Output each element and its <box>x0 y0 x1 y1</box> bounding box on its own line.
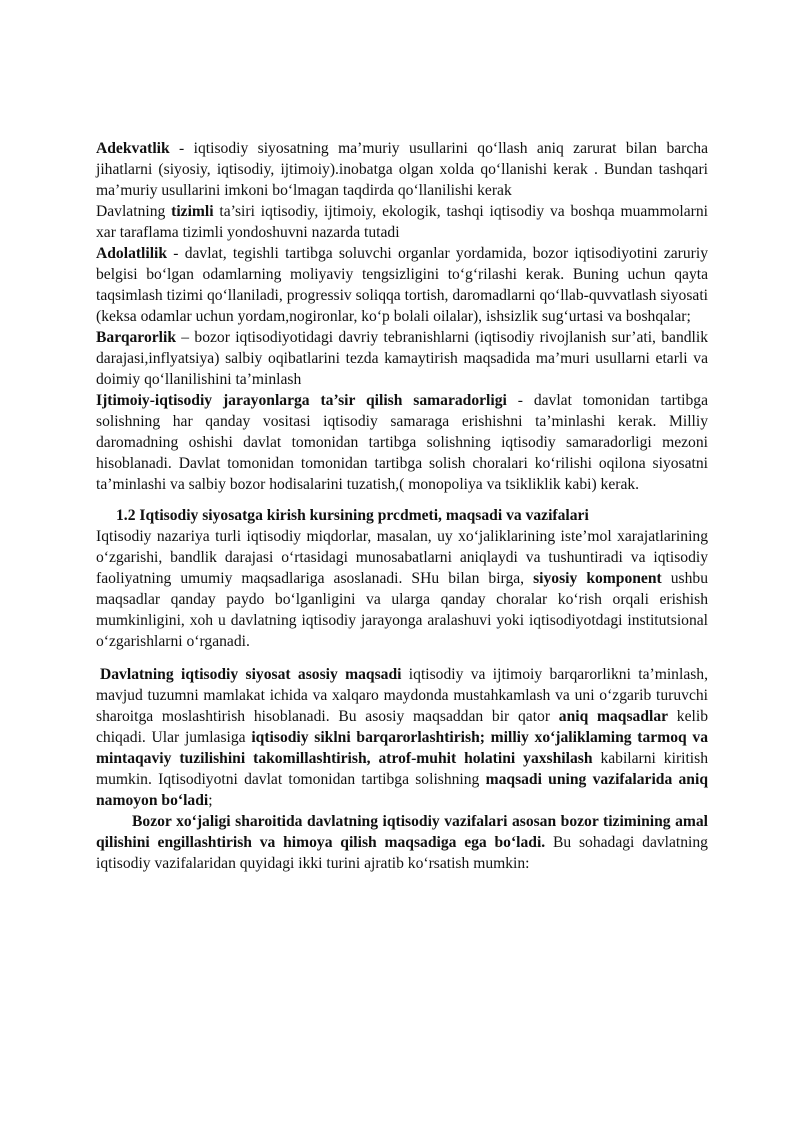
paragraph-text: – bozor iqtisodiyotidagi davriy tebranishlarni (iqtisodiy rivojlanish sur’ati, bandlik darajasi,inflyatsiya) salbiy oqibatlarini tezda kamaytirish maqsadida ma’muri usullarni etarli va doimiy qo‘llanilishini ta’minlash <box>96 329 708 388</box>
paragraph-text: - iqtisodiy siyosatning ma’muriy usullarini qo‘llash aniq zarurat bilan barcha jihatlarni (siyosiy, iqtisodiy, ijtimoiy).inobatga olgan xolda qo‘llanishi kerak . Bundan tashqari ma’muriy usullarini imkoni bo‘lmagan taqdirda qo‘llanilishi kerak <box>96 140 708 199</box>
term-samaradorlik: Ijtimoiy-iqtisodiy jarayonlarga ta’sir qilish samaradorligi <box>96 392 507 409</box>
paragraph-text: ; <box>208 792 213 809</box>
term-adekvatlik: Adekvatlik <box>96 140 170 157</box>
term-vazifalar: maqsadi uning vazifalarida aniq namoyon bo‘ladi <box>96 771 708 809</box>
paragraph-text: ta’siri iqtisodiy, ijtimoiy, ekologik, tashqi iqtisodiy va boshqa muammolarni xar taraflama tizimli yondoshuvni nazarda tutadi <box>96 203 708 241</box>
paragraph-text: Bu sohadagi davlatning iqtisodiy vazifalaridan quyidagi ikki turini ajratib ko‘rsatish mumkin: <box>96 834 708 872</box>
section-heading: 1.2 Iqtisodiy siyosatga kirish kursining prcdmeti, maqsadi va vazifalari <box>116 507 589 524</box>
term-tizimli: tizimli <box>171 203 214 220</box>
term-aniq-maqsadlar: aniq maqsadlar <box>558 708 669 725</box>
term-asosiy-maqsad: Davlatning iqtisodiy siyosat asosiy maqsadi <box>100 666 402 683</box>
paragraph-text: - davlat, tegishli tartibga soluvchi organlar yordamida, bozor iqtisodiyotini zaruriy belgisi bo‘lgan odamlarning moliyaviy tengsizligini to‘g‘rilashi kerak. Buning uchun qayta taqsimlash tizimi qo‘llaniladi, progressiv soliqqa tortish, daromadlarni qo‘llab-quvvatlash siyosati (keksa odamlar uchun yordam,nogironlar, ko‘p bolali oilalar), ishsizlik sug‘urtasi va boshqalar; <box>96 245 708 325</box>
paragraph-text: kelib chiqadi. Ular jumlasiga <box>96 708 708 746</box>
paragraph-samaradorlik <box>96 390 708 495</box>
term-iqtisodiy-sikl: iqtisodiy siklni barqarorlashtirish; milliy xo‘jaliklaming tarmoq va mintaqaviy tuzilishini takomillashtirish, atrof-muhit holatini yaxshilash <box>96 729 708 767</box>
paragraph-bozor-xojaligi <box>96 811 708 874</box>
paragraph-text: Iqtisodiy nazariya turli iqtisodiy miqdorlar, masalan, uy xo‘jaliklarining iste’mol xarajatlarining o‘zgarishi, bandlik darajasi o‘rtasidagi munosabatlarni aniqlaydi va tushuntiradi va iqtisodiy faoliyatning umumiy maqsadlariga asoslanadi. SHu bilan birga, <box>96 528 708 587</box>
paragraph-text: kabilarni kiritish mumkin. Iqtisodiyotni davlat tomonidan tartibga solishning <box>96 750 708 788</box>
paragraph-asosiy-maqsad <box>96 664 708 811</box>
term-adolatlilik: Adolatlilik <box>96 245 168 262</box>
term-bozor-xojaligi: Bozor xo‘jaligi sharoitida davlatning iqtisodiy vazifalari asosan bozor tizimining amal qilishini engillashtirish va himoya qilish maqsadiga ega bo‘ladi. <box>96 813 708 851</box>
paragraph-text: iqtisodiy va ijtimoiy barqarorlikni ta’minlash, mavjud tuzumni mamlakat ichida va xalqaro maydonda mustahkamlash va uni o‘zgarib turuvchi sharoitga moslashtirish hisoblanadi. Bu asosiy maqsaddan bir qator <box>96 666 708 725</box>
document-body <box>96 138 708 874</box>
paragraph-tizimli <box>96 201 708 243</box>
term-barqarorlik: Barqarorlik <box>96 329 177 346</box>
paragraph-text: - davlat tomonidan tartibga solishning har qanday vositasi iqtisodiy samaraga erishishni ta’minlashi kerak. Milliy daromadning oshishi davlat tomonidan tartibga solishning iqtisodiy samaradorligi mezoni hisoblanadi. Davlat tomonidan tomonidan tartibga solish choralari ko‘rilishi oqilona siyosatni ta’minlashi va salbiy bozor hodisalarini tuzatish,( monopoliya va tsikliklik kabi) kerak. <box>96 392 709 493</box>
paragraph-adolatlilik <box>96 243 708 327</box>
paragraph-iqtisodiy-nazariya <box>96 526 708 652</box>
paragraph-barqarorlik <box>96 327 708 390</box>
term-siyosiy-komponent: siyosiy komponent <box>533 570 662 587</box>
paragraph-text: ushbu maqsadlar qanday paydo bo‘lganligini va ularga qanday choralar ko‘rish orqali erishish mumkinligini, xoh u davlatning iqtisodiy jarayonga aralashuvi yoki iqtisodiyotdagi institutsional o‘zgarishlarni o‘rganadi. <box>96 570 708 650</box>
paragraph-adekvatlik <box>96 138 708 201</box>
paragraph-text: Davlatning <box>96 203 172 220</box>
